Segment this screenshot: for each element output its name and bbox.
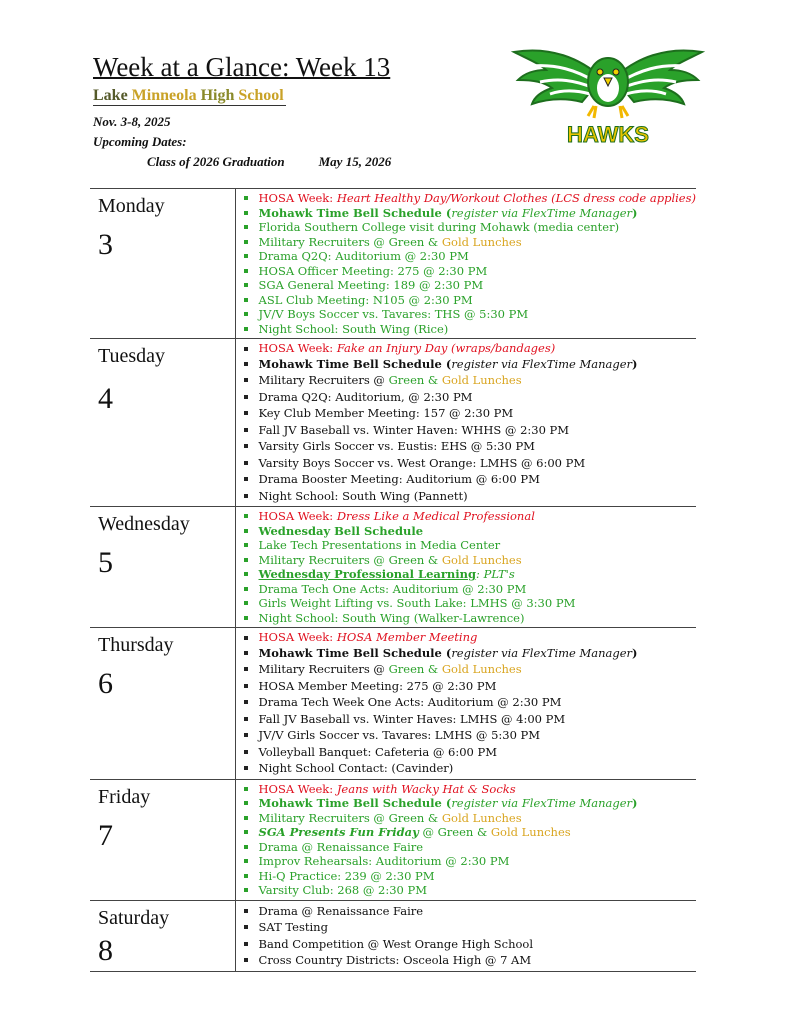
day-cell [90, 189, 235, 339]
event-list [236, 341, 696, 504]
list-item: HOSA Week: Dress Like a Medical Professional [242, 509, 696, 524]
logo-text: HAWKS [567, 122, 649, 147]
day-row-friday [90, 779, 696, 900]
list-item: Fall JV Baseball vs. Winter Haves: LMHS @ 4:00 PM [242, 711, 696, 728]
events-cell [235, 900, 696, 971]
list-item: Girls Weight Lifting vs. South Lake: LMHS @ 3:30 PM [242, 596, 696, 611]
event-list [236, 903, 696, 969]
list-item: Key Club Member Meeting: 157 @ 2:30 PM [242, 405, 696, 422]
upcoming-row [147, 152, 391, 172]
day-name: Thursday [98, 634, 174, 656]
day-number: 7 [98, 818, 113, 852]
list-item: Florida Southern College visit during Mohawk (media center) [242, 220, 696, 235]
day-row-wednesday [90, 507, 696, 628]
events-cell [235, 189, 696, 339]
list-item: Drama Q2Q: Auditorium @ 2:30 PM [242, 249, 696, 264]
list-item: Mohawk Time Bell Schedule (register via FlexTime Manager) [242, 645, 696, 662]
list-item: JV/V Boys Soccer vs. Tavares: THS @ 5:30 PM [242, 307, 696, 322]
list-item: Band Competition @ West Orange High School [242, 936, 696, 953]
list-item: Drama Tech Week One Acts: Auditorium @ 2:30 PM [242, 694, 696, 711]
list-item: HOSA Week: HOSA Member Meeting [242, 630, 696, 645]
list-item: SGA General Meeting: 189 @ 2:30 PM [242, 278, 696, 293]
day-number: 3 [98, 228, 113, 261]
list-item: Wednesday Bell Schedule [242, 524, 696, 539]
day-row-tuesday [90, 339, 696, 507]
day-row-monday [90, 189, 696, 339]
list-item: HOSA Member Meeting: 275 @ 2:30 PM [242, 678, 696, 695]
school-word-3: High [200, 87, 235, 104]
list-item: HOSA Officer Meeting: 275 @ 2:30 PM [242, 264, 696, 279]
events-cell [235, 779, 696, 900]
list-item: Night School: South Wing (Pannett) [242, 488, 696, 505]
list-item: Drama @ Renaissance Faire [242, 840, 696, 855]
list-item: Mohawk Time Bell Schedule (register via FlexTime Manager) [242, 206, 696, 221]
list-item: Mohawk Time Bell Schedule (register via FlexTime Manager) [242, 796, 696, 811]
day-cell [90, 779, 235, 900]
events-cell [235, 507, 696, 628]
list-item: Lake Tech Presentations in Media Center [242, 538, 696, 553]
event-list [236, 630, 696, 777]
event-list [236, 782, 696, 898]
page-title: Week at a Glance: Week 13 [93, 52, 391, 82]
events-cell [235, 628, 696, 780]
list-item: Night School: South Wing (Rice) [242, 322, 696, 337]
day-cell [90, 628, 235, 780]
list-item: Drama @ Renaissance Faire [242, 903, 696, 920]
week-schedule-table [90, 188, 696, 972]
hawks-logo-icon [510, 38, 706, 154]
events-cell [235, 339, 696, 507]
day-name: Tuesday [98, 345, 166, 367]
list-item: Cross Country Districts: Osceola High @ 7 AM [242, 952, 696, 969]
list-item: Military Recruiters @ Green & Gold Lunches [242, 661, 696, 678]
list-item: Drama Booster Meeting: Auditorium @ 6:00 PM [242, 471, 696, 488]
list-item: ASL Club Meeting: N105 @ 2:30 PM [242, 293, 696, 308]
school-word-4: School [238, 87, 284, 104]
day-row-saturday [90, 900, 696, 971]
list-item: HOSA Week: Jeans with Wacky Hat & Socks [242, 782, 696, 797]
list-item: Night School: South Wing (Walker-Lawrence) [242, 611, 696, 626]
school-word-2: Minneola [131, 87, 197, 104]
list-item: Drama Q2Q: Auditorium, @ 2:30 PM [242, 389, 696, 406]
school-word-1: Lake [93, 87, 128, 104]
list-item: HOSA Week: Heart Healthy Day/Workout Clothes (LCS dress code applies) [242, 191, 696, 206]
date-block [93, 112, 391, 172]
list-item: Varsity Boys Soccer vs. West Orange: LMHS @ 6:00 PM [242, 455, 696, 472]
day-number: 4 [98, 382, 113, 415]
upcoming-label: Upcoming Dates: [93, 134, 187, 149]
event-list [236, 191, 696, 336]
list-item: Mohawk Time Bell Schedule (register via FlexTime Manager) [242, 356, 696, 373]
list-item: Hi-Q Practice: 239 @ 2:30 PM [242, 869, 696, 884]
list-item: Night School Contact: (Cavinder) [242, 760, 696, 777]
list-item: SAT Testing [242, 919, 696, 936]
day-row-thursday [90, 628, 696, 780]
list-item: Varsity Club: 268 @ 2:30 PM [242, 883, 696, 898]
event-list [236, 509, 696, 625]
day-number: 5 [98, 546, 113, 579]
list-item: Varsity Girls Soccer vs. Eustis: EHS @ 5:30 PM [242, 438, 696, 455]
list-item: Fall JV Baseball vs. Winter Haven: WHHS @ 2:30 PM [242, 422, 696, 439]
day-name: Wednesday [98, 513, 190, 535]
day-cell [90, 900, 235, 971]
list-item: Military Recruiters @ Green & Gold Lunches [242, 372, 696, 389]
list-item: Military Recruiters @ Green & Gold Lunches [242, 811, 696, 826]
list-item: JV/V Girls Soccer vs. Tavares: LMHS @ 5:30 PM [242, 727, 696, 744]
list-item: HOSA Week: Fake an Injury Day (wraps/bandages) [242, 341, 696, 356]
day-name: Monday [98, 195, 165, 217]
list-item: Military Recruiters @ Green & Gold Lunches [242, 553, 696, 568]
day-name: Friday [98, 785, 151, 808]
list-item: SGA Presents Fun Friday @ Green & Gold Lunches [242, 825, 696, 840]
list-item: Improv Rehearsals: Auditorium @ 2:30 PM [242, 854, 696, 869]
day-number: 8 [98, 933, 113, 967]
school-name [93, 86, 286, 106]
day-number: 6 [98, 667, 113, 700]
list-item: Drama Tech One Acts: Auditorium @ 2:30 PM [242, 582, 696, 597]
list-item: Volleyball Banquet: Cafeteria @ 6:00 PM [242, 744, 696, 761]
upcoming-event: Class of 2026 Graduation [147, 154, 285, 169]
list-item: Wednesday Professional Learning: PLT's [242, 567, 696, 582]
upcoming-date: May 15, 2026 [318, 154, 392, 169]
day-cell [90, 507, 235, 628]
day-cell [90, 339, 235, 507]
date-range: Nov. 3-8, 2025 [93, 114, 171, 129]
list-item: Military Recruiters @ Green & Gold Lunches [242, 235, 696, 250]
day-name: Saturday [98, 906, 170, 929]
